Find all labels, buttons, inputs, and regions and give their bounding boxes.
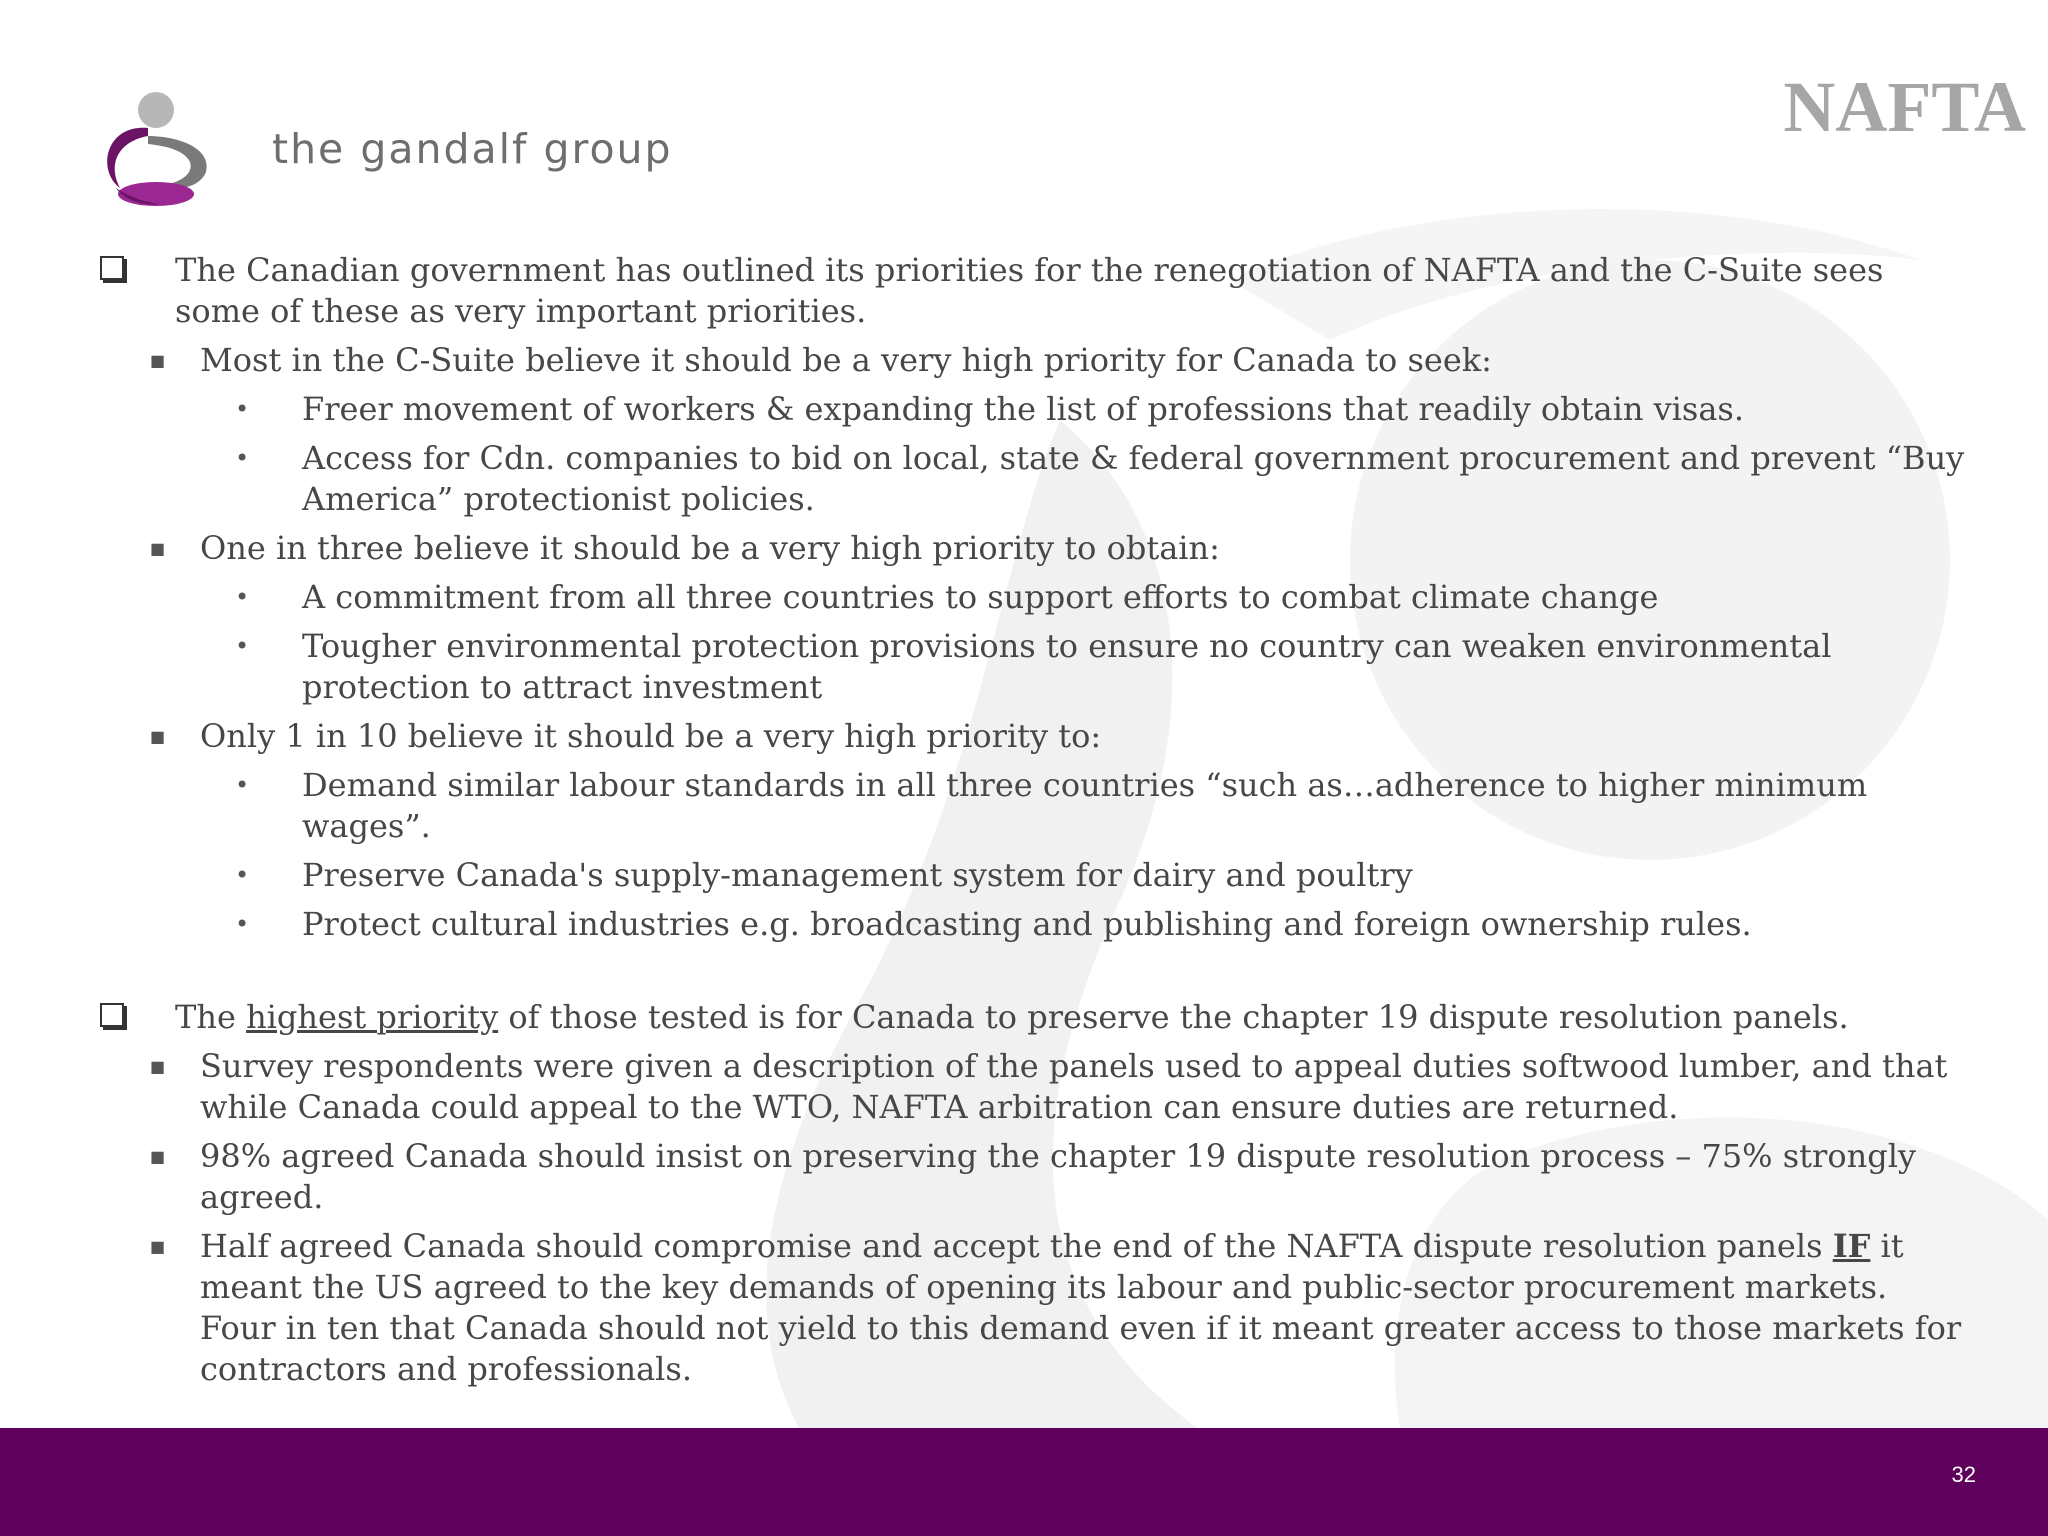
emphasis-if: IF [1832, 1227, 1871, 1265]
dot-bullet-icon: • [235, 632, 250, 660]
sub-bullet: ■ Most in the C-Suite believe it should be a very high priority for Canada to seek: [150, 341, 1492, 379]
highlight-text: highest priority [246, 998, 499, 1036]
slide-content [0, 250, 2048, 1398]
footer-bar [0, 1428, 2048, 1536]
checkbox-bullet-icon [100, 1003, 124, 1027]
list-item: • Freer movement of workers & expanding the list of professions that readily obtain visas. [235, 390, 1744, 428]
checkbox-bullet-icon [100, 256, 124, 280]
sub-bullet: ■ Only 1 in 10 believe it should be a very high priority to: [150, 717, 1102, 755]
dot-bullet-icon: • [235, 583, 250, 611]
section-1-bullet: The Canadian government has outlined its priorities for the renegotiation of NAFTA and the C-Suite sees some of these as very important priorities. [0, 250, 2048, 332]
sub-bullet: ■ One in three believe it should be a very high priority to obtain: [150, 529, 1220, 567]
dot-bullet-icon: • [235, 910, 250, 938]
sub-bullet: ■ 98% agreed Canada should insist on preserving the chapter 19 dispute resolution process – 75% strongly agreed. [150, 1137, 1916, 1216]
list-item: • Preserve Canada's supply-management system for dairy and poultry [235, 856, 1413, 894]
dot-bullet-icon: • [235, 395, 250, 423]
list-item: • Demand similar labour standards in all three countries “such as…adherence to higher minimum wages”. [235, 766, 1868, 845]
logo-text: the gandalf group [272, 125, 673, 173]
list-item: • Access for Cdn. companies to bid on local, state & federal government procurement and prevent “Buy America” protectionist policies. [235, 439, 1965, 518]
square-bullet-icon: ■ [150, 1057, 166, 1076]
square-bullet-icon: ■ [150, 1147, 166, 1166]
sub-bullet: ■ Half agreed Canada should compromise and accept the end of the NAFTA dispute resolution panels IF it meant the US agreed to the key demands of opening its labour and public-sector procurement markets. Four in ten that Canada should not yield to this demand even if it meant greater access to those markets for contractors and professionals. [150, 1227, 1962, 1388]
list-item: • Protect cultural industries e.g. broadcasting and publishing and foreign ownership rules. [235, 905, 1752, 943]
slide-title: NAFTA [1783, 67, 2026, 147]
square-bullet-icon: ■ [150, 539, 166, 558]
section-2-bullet: The highest priority of those tested is for Canada to preserve the chapter 19 dispute resolution panels. [0, 997, 2048, 1038]
dot-bullet-icon: • [235, 861, 250, 889]
section-spacer [0, 953, 2048, 997]
list-item: • Tougher environmental protection provisions to ensure no country can weaken environmental protection to attract investment [235, 627, 1832, 706]
square-bullet-icon: ■ [150, 351, 166, 370]
square-bullet-icon: ■ [150, 727, 166, 746]
page-number: 32 [1951, 1462, 1976, 1487]
sub-bullet: ■ Survey respondents were given a description of the panels used to appeal duties softwood lumber, and that while Canada could appeal to the WTO, NAFTA arbitration can ensure duties are returned. [150, 1047, 1948, 1126]
square-bullet-icon: ■ [150, 1237, 166, 1256]
list-item: • A commitment from all three countries to support efforts to combat climate change [235, 578, 1659, 616]
dot-bullet-icon: • [235, 771, 250, 799]
gandalf-logo [90, 88, 230, 208]
dot-bullet-icon: • [235, 444, 250, 472]
